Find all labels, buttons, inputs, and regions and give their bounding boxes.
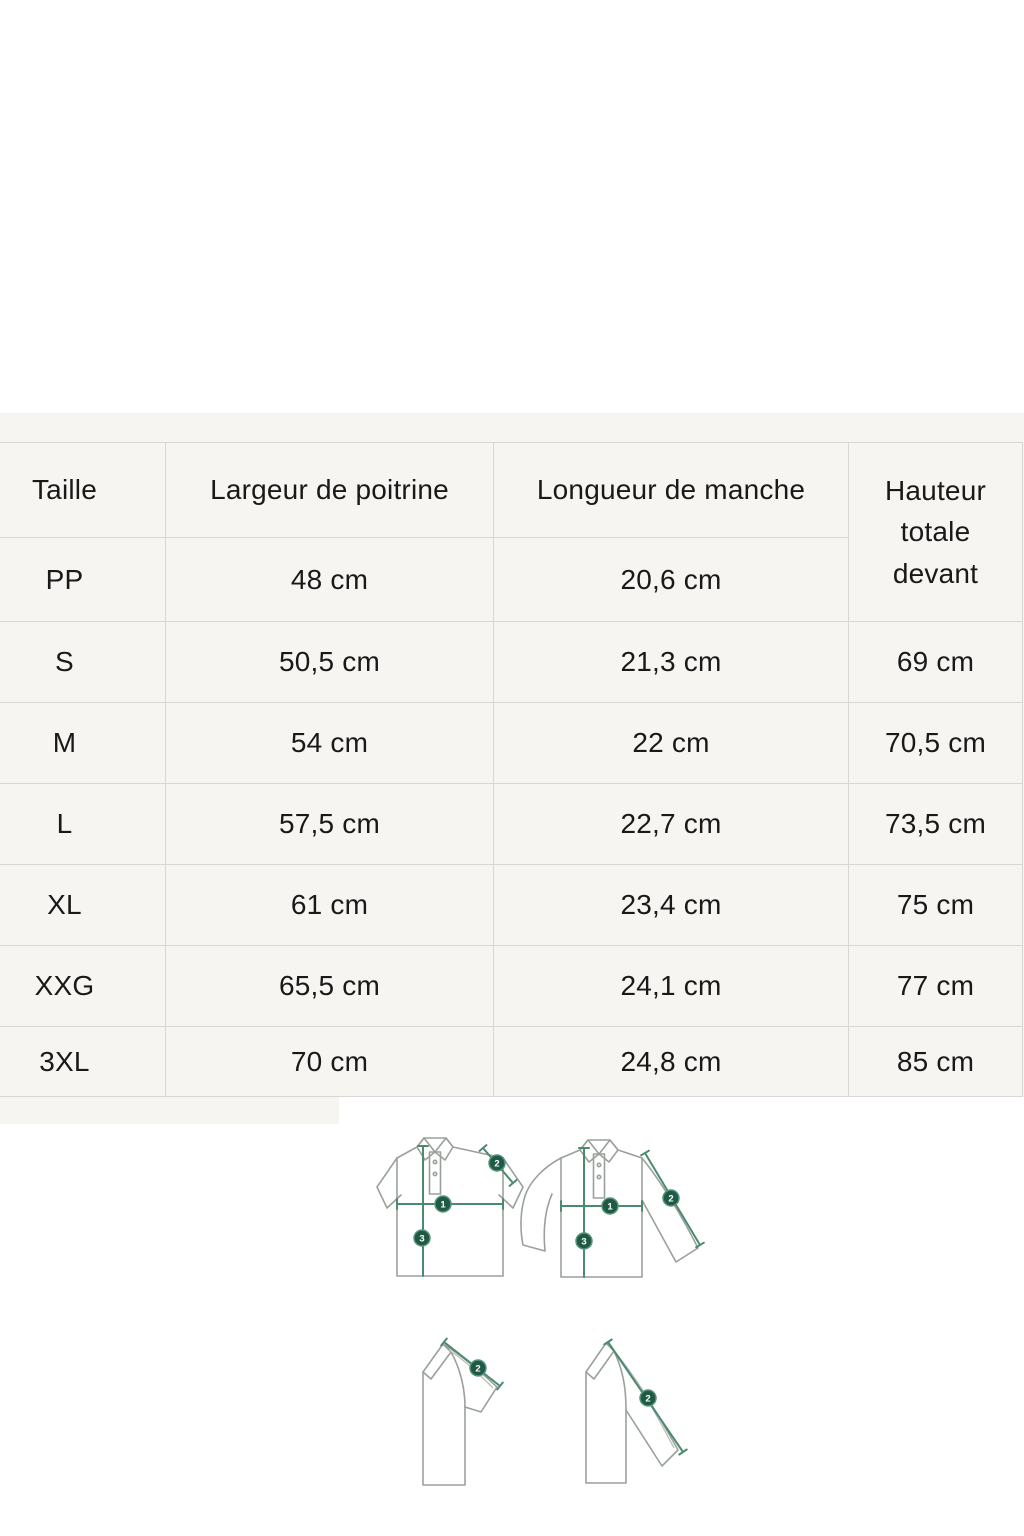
chest-width-cell: 57,5 cm: [166, 784, 494, 865]
front-height-cell: 69 cm: [849, 622, 1023, 703]
raglan-long-sleeve-side-diagram: [578, 1330, 695, 1502]
size-label-cell: PP: [0, 538, 166, 622]
front-height-cell: 75 cm: [849, 865, 1023, 946]
size-label-cell: M: [0, 703, 166, 784]
sleeve-length-cell: 20,6 cm: [494, 538, 849, 622]
polo-long-sleeve-front-diagram: [504, 1134, 710, 1290]
chest-width-cell: 54 cm: [166, 703, 494, 784]
svg-text:2: 2: [645, 1393, 651, 1405]
front-height-cell: 85 cm: [849, 1027, 1023, 1097]
sleeve-length-marker: [640, 1390, 656, 1406]
svg-text:3: 3: [419, 1233, 425, 1245]
section-background-tail: [0, 1097, 339, 1124]
size-label-cell: L: [0, 784, 166, 865]
column-header-hauteur: Hauteur totale devant: [849, 443, 1023, 622]
column-header-taille: Taille: [0, 443, 166, 538]
size-label-cell: XXG: [0, 946, 166, 1027]
svg-text:1: 1: [607, 1201, 613, 1213]
chest-width-cell: 50,5 cm: [166, 622, 494, 703]
column-header-largeur: Largeur de poitrine: [166, 443, 494, 538]
raglan-short-sleeve-side-diagram: [415, 1332, 515, 1492]
chest-width-marker: [435, 1196, 451, 1212]
sleeve-length-cell: 21,3 cm: [494, 622, 849, 703]
svg-text:1: 1: [440, 1199, 446, 1211]
front-height-measure-line: [418, 1146, 428, 1276]
sleeve-length-cell: 23,4 cm: [494, 865, 849, 946]
column-header-manche: Longueur de manche: [494, 443, 849, 538]
size-label-cell: XL: [0, 865, 166, 946]
size-label-cell: S: [0, 622, 166, 703]
size-table: [0, 442, 1023, 1097]
size-label-cell: 3XL: [0, 1027, 166, 1097]
chest-width-cell: 70 cm: [166, 1027, 494, 1097]
svg-text:2: 2: [475, 1363, 481, 1375]
svg-text:2: 2: [668, 1193, 674, 1205]
sleeve-length-cell: 24,8 cm: [494, 1027, 849, 1097]
front-height-marker: [414, 1230, 430, 1246]
svg-text:2: 2: [494, 1158, 500, 1170]
sleeve-length-cell: 24,1 cm: [494, 946, 849, 1027]
front-height-marker: [576, 1233, 592, 1249]
front-height-cell: 73,5 cm: [849, 784, 1023, 865]
sleeve-length-cell: 22,7 cm: [494, 784, 849, 865]
chest-width-cell: 65,5 cm: [166, 946, 494, 1027]
chest-width-marker: [602, 1198, 618, 1214]
front-height-cell: 70,5 cm: [849, 703, 1023, 784]
front-height-measure-line: [579, 1148, 589, 1277]
sleeve-length-marker: [470, 1360, 486, 1376]
sleeve-length-marker: [663, 1190, 679, 1206]
front-height-cell: 77 cm: [849, 946, 1023, 1027]
svg-text:3: 3: [581, 1236, 587, 1248]
sleeve-length-cell: 22 cm: [494, 703, 849, 784]
chest-width-cell: 61 cm: [166, 865, 494, 946]
chest-width-cell: 48 cm: [166, 538, 494, 622]
sleeve-length-marker: [489, 1155, 505, 1171]
